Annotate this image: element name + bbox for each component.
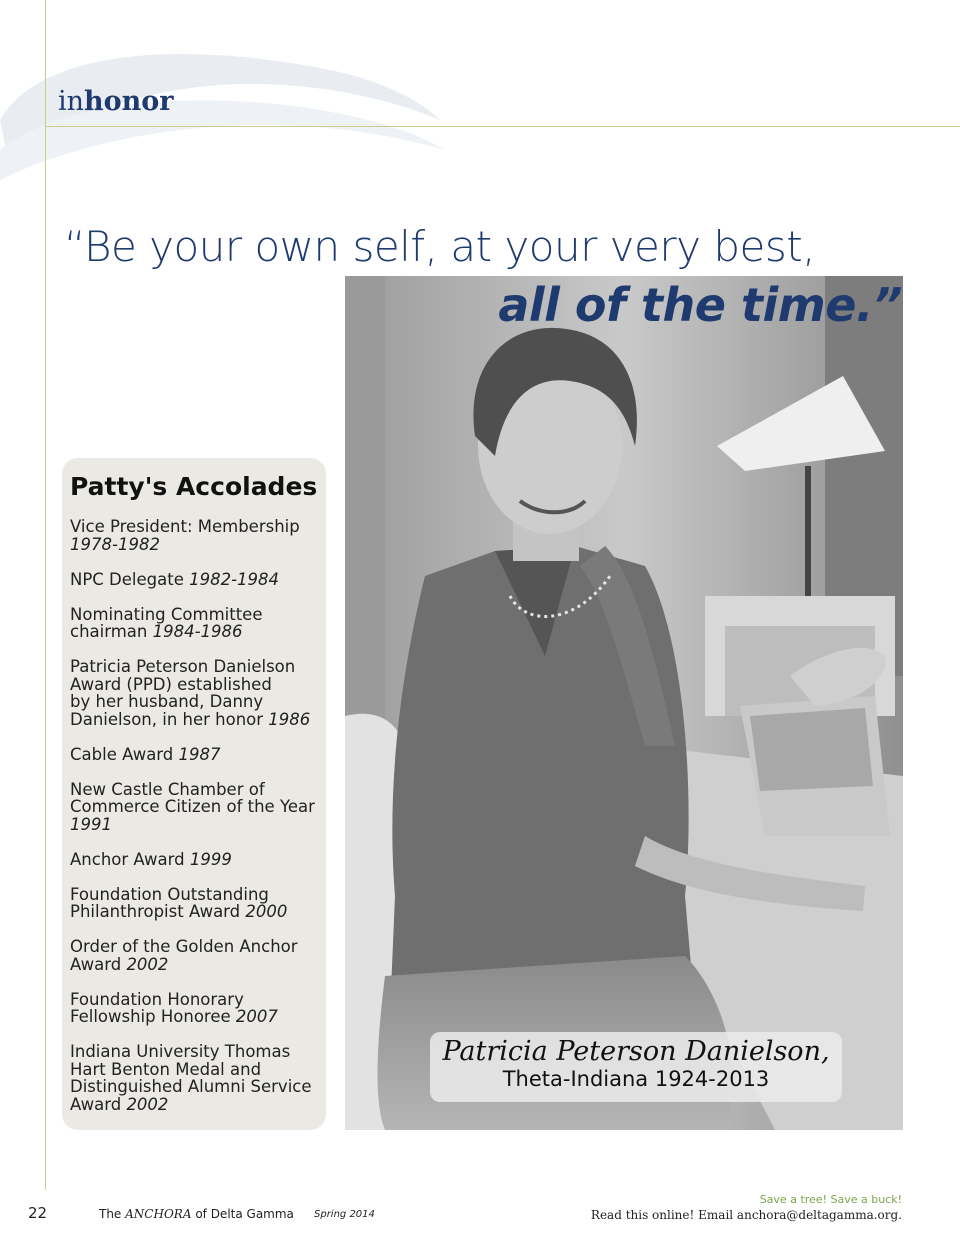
quote-line-1: “Be your own self, at your very best, bbox=[64, 222, 816, 271]
caption-chapter-years: Theta-Indiana 1924-2013 bbox=[502, 1067, 770, 1091]
accolade-year: 1999 bbox=[189, 849, 232, 869]
accolade-item bbox=[70, 1043, 326, 1113]
accolade-item bbox=[70, 851, 326, 869]
accolades-panel bbox=[62, 458, 326, 1130]
accolade-item bbox=[70, 991, 326, 1026]
accolade-text: Cable Award bbox=[70, 744, 179, 764]
accolade-item bbox=[70, 746, 326, 764]
accolade-text: Anchor Award bbox=[70, 849, 190, 869]
accolade-year: 1991 bbox=[70, 814, 112, 834]
accolades-title: Patty's Accolades bbox=[70, 472, 318, 501]
accolade-item bbox=[70, 571, 326, 589]
quote-line-2: all of the time.” bbox=[498, 278, 902, 332]
accolade-year: 1986 bbox=[268, 709, 311, 729]
accolade-item bbox=[70, 518, 326, 553]
accolade-text: Patricia Peterson Danielson Award (PPD) established by her husband, Danny Danielson, in her honor bbox=[70, 657, 296, 729]
publication-name bbox=[99, 1207, 294, 1221]
caption-name: Patricia Peterson Danielson, bbox=[442, 1036, 830, 1067]
accolade-year: 1982-1984 bbox=[189, 569, 280, 589]
accolade-text: Nominating Committee chairman bbox=[70, 604, 263, 641]
vertical-rule bbox=[45, 0, 46, 1190]
accolade-item bbox=[70, 606, 326, 641]
accolade-year: 2000 bbox=[245, 902, 288, 921]
accolade-text: Order of the Golden Anchor Award bbox=[70, 937, 298, 974]
portrait-photo-illustration bbox=[345, 276, 903, 1130]
accolade-year: 1984-1986 bbox=[152, 622, 243, 641]
section-title-prefix: in bbox=[58, 86, 85, 117]
accolade-year: 2007 bbox=[235, 1007, 278, 1026]
accolade-year: 2002 bbox=[126, 954, 169, 974]
accolade-text: NPC Delegate bbox=[70, 569, 190, 589]
accolade-item bbox=[70, 781, 326, 834]
accolades-list bbox=[70, 518, 326, 1131]
accolade-text: Indiana University Thomas Hart Benton Medal and Distinguished Alumni Service Award bbox=[70, 1042, 312, 1114]
accolade-item bbox=[70, 886, 326, 921]
publication-name-post: of Delta Gamma bbox=[191, 1207, 294, 1221]
publication-name-pre: The bbox=[99, 1207, 126, 1221]
accolade-item bbox=[70, 658, 326, 728]
issue-label: Spring 2014 bbox=[314, 1209, 375, 1220]
accolade-text: Foundation Outstanding Philanthropist Award bbox=[70, 884, 269, 921]
accolade-text: New Castle Chamber of Commerce Citizen of the Year bbox=[70, 779, 315, 816]
publication-title: ANCHORA bbox=[125, 1207, 192, 1221]
accolade-year: 2002 bbox=[126, 1094, 169, 1114]
header-rule bbox=[45, 126, 960, 127]
section-title bbox=[58, 86, 174, 117]
photo-caption bbox=[430, 1032, 842, 1102]
read-online-note: Read this online! Email anchora@deltagamma.org. bbox=[590, 1208, 902, 1222]
accolade-text: Foundation Honorary Fellowship Honoree bbox=[70, 989, 244, 1026]
accolade-item bbox=[70, 938, 326, 973]
portrait-photo bbox=[345, 276, 903, 1130]
accolade-year: 1978-1982 bbox=[70, 534, 160, 554]
accolade-year: 1987 bbox=[178, 744, 221, 764]
page-number: 22 bbox=[28, 1204, 48, 1222]
accolade-text: Vice President: Membership bbox=[70, 517, 300, 536]
section-title-main: honor bbox=[84, 86, 174, 117]
save-tree-note: Save a tree! Save a buck! bbox=[759, 1193, 902, 1206]
